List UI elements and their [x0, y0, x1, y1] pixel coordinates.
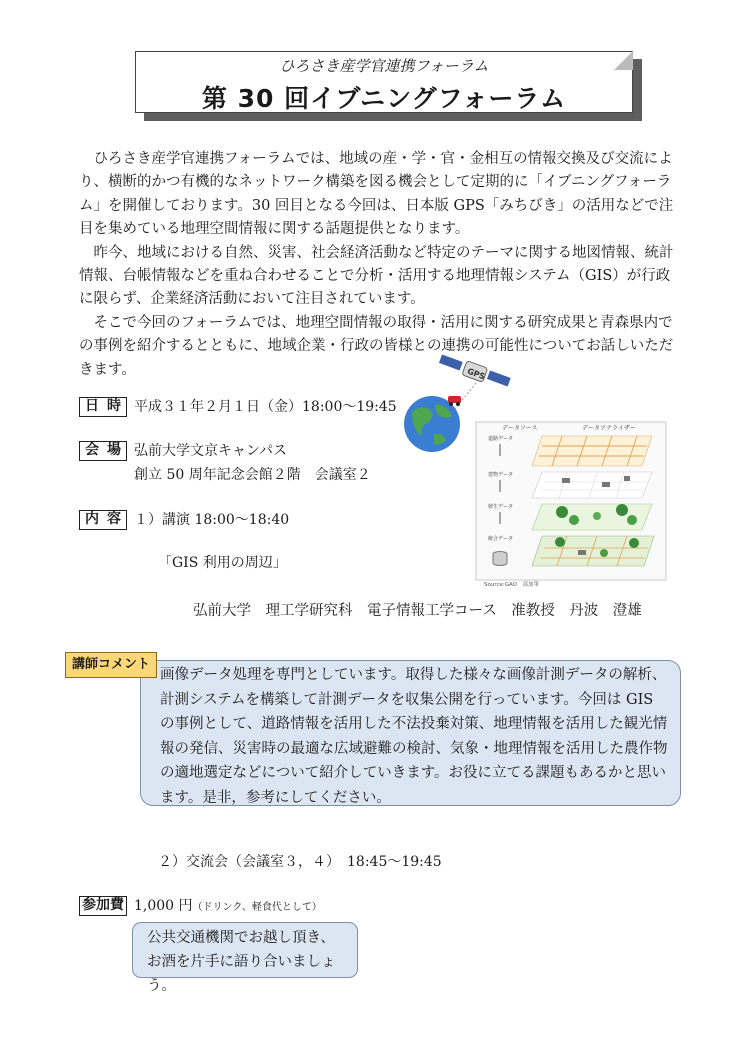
- layer-label: 建物データ: [488, 472, 514, 478]
- layer-label: 道路データ: [488, 436, 514, 442]
- fee-value: [134, 896, 322, 918]
- date-value: 平成３１年２月１日（金）18:00～19:45: [134, 399, 397, 415]
- fee-label: 参加費: [79, 896, 127, 916]
- map-layer: [532, 436, 652, 466]
- date-label: 日 時: [79, 397, 127, 417]
- col-source: データソース: [502, 425, 538, 432]
- layer-label: 統合データ: [488, 536, 514, 542]
- networking-item: ２）交流会（会議室３，４） 18:45～19:45: [158, 854, 442, 870]
- col-analyzer: データアナライザー: [582, 425, 636, 432]
- forum-subtitle: ひろさき産学官連携フォーラム: [279, 57, 489, 75]
- lecture-item: １）講演 18:00～18:40: [134, 512, 290, 528]
- content-label: 内 容: [79, 510, 127, 530]
- car-icon: [448, 396, 461, 406]
- intro-paragraph: そこで今回のフォーラムでは、地理空間情報の取得・活用に関する研究成果と青森県内での事例を紹介するとともに、地域企業・行政の皆様との連携の可能性についてお話しいただきます。: [79, 314, 674, 378]
- comment-text: 画像データ処理を専門としています。取得した様々な画像計測データの解析、計測システムを構築して計測データを収集公開を行っています。今回は GIS の事例として、道路情報を活用した不法投棄対策、地理情報を活用した観光情報の発信、災害時の最適な広域避難の検討、気象・地理情報を活用した農作物の適地選定などについて紹介していきます。お役に立てる課題もあるかと思います。是非，参考にしてください。: [160, 667, 668, 806]
- map-layer: [532, 536, 654, 566]
- comment-tag: 講師コメント: [65, 652, 157, 678]
- gps-label: GPS: [466, 366, 487, 382]
- transport-note: [147, 926, 357, 998]
- database-icon: [493, 552, 507, 566]
- fee-amount: 1,000 円: [134, 898, 193, 914]
- layer-label: 植生データ: [488, 504, 514, 510]
- map-layer: [532, 472, 652, 498]
- venue-label: 会 場: [79, 441, 127, 461]
- intro-text: [79, 148, 683, 382]
- transport-note-line: 公共交通機関でお越し頂き、: [147, 930, 335, 946]
- intro-paragraph: 昨今、地域における自然、災害、社会経済活動など特定のテーマに関する地図情報、統計情報、台帳情報などを重ね合わせることで分析・活用する地理情報システム（GIS）が行政に限らず、企業経済活動において注目されています。: [79, 244, 674, 308]
- venue-line1: 弘前大学文京キャンパス: [134, 443, 288, 459]
- intro-paragraph: ひろさき産学官連携フォーラムでは、地域の産・学・官・金相互の情報交換及び交流により、横断的かつ有機的なネットワーク構築を図る機会として定期的に「イブニングフォーラム」を開催しております。30 回目となる今回は、日本版 GPS「みちびき」の活用などで注目を集めている地理空間情報に関する話題提供となります。: [79, 151, 674, 238]
- map-layer: [532, 504, 652, 530]
- fee-note: （ドリンク、軽食代として）: [192, 902, 322, 913]
- transport-note-line: お酒を片手に語り合いましょう。: [147, 954, 336, 994]
- page-title: 第 30 回イブニングフォーラム: [201, 84, 567, 113]
- gis-illustration: [392, 350, 682, 590]
- image-credit: Source:GAO 部加筆: [484, 582, 540, 588]
- speaker-info: 弘前大学 理工学研究科 電子情報工学コース 准教授 丹波 澄雄: [193, 603, 642, 619]
- talk-title: 「GIS 利用の周辺」: [158, 555, 287, 571]
- venue-line2: 創立 50 周年記念会館２階 会議室２: [134, 467, 371, 483]
